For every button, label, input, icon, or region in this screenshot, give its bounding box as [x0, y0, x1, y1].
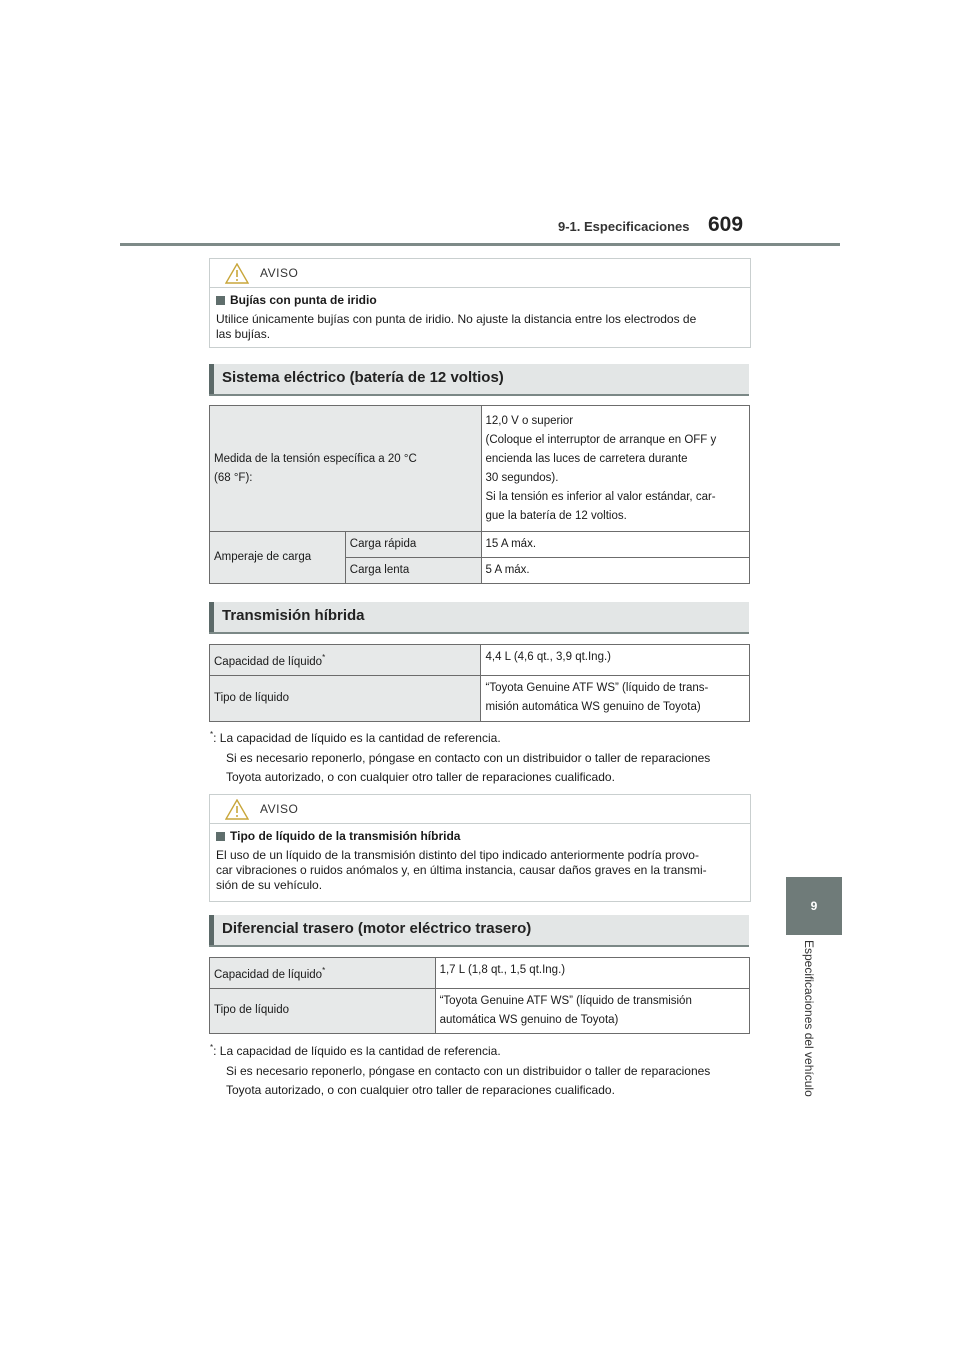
warning-header [210, 795, 750, 824]
table-cell-value: 15 A máx. [481, 532, 749, 558]
warning-body [210, 824, 750, 899]
table-cell-label: Capacidad de líquido* [210, 958, 436, 989]
table-row [210, 532, 750, 558]
warning-label: AVISO [260, 802, 299, 816]
warning-subtitle: Bujías con punta de iridio [216, 293, 744, 308]
table-row [210, 406, 750, 532]
footnote-line: *: La capacidad de líquido es la cantidad de referencia. [210, 730, 501, 745]
section-title-text: Diferencial trasero (motor eléctrico trasero) [222, 920, 532, 937]
table-cell-label: Tipo de líquido [210, 988, 436, 1033]
table-cell-sublabel: Carga rápida [345, 532, 481, 558]
footnote [210, 1038, 755, 1101]
square-bullet-icon [216, 296, 225, 305]
footnote-line: *: La capacidad de líquido es la cantidad de referencia. [210, 1043, 501, 1058]
page-number: 609 [708, 213, 744, 236]
table-cell-value: 12,0 V o superior (Coloque el interruptor de arranque en OFF y encienda las luces de carretera durante 30 segundos). Si la tensión es inferior al valor estándar, car- gue la batería de 12 voltios. [481, 406, 749, 532]
table-cell-label: Capacidad de líquido* [210, 645, 481, 676]
table-cell-label: Tipo de líquido [210, 675, 481, 721]
warning-triangle-icon [225, 799, 249, 820]
warning-text-line: car vibraciones o ruidos anómalos y, en última instancia, causar daños graves en la transmi- [216, 863, 707, 877]
table-row [210, 645, 750, 676]
table-cell-value: 1,7 L (1,8 qt., 1,5 qt.Ing.) [435, 958, 749, 989]
rear-differential-spec-table [209, 957, 750, 1034]
warning-header [210, 259, 750, 288]
chapter-tab [786, 877, 842, 935]
section-title-text: Sistema eléctrico (batería de 12 voltios) [222, 369, 504, 386]
warning-box-spark-plugs [209, 258, 751, 348]
warning-box-transmission-fluid [209, 794, 751, 902]
table-row [210, 675, 750, 721]
warning-text-line: El uso de un líquido de la transmisión distinto del tipo indicado anteriormente podría provo- [216, 848, 699, 862]
table-row [210, 988, 750, 1033]
transmission-spec-table [209, 644, 750, 722]
table-cell-value: 4,4 L (4,6 qt., 3,9 qt.Ing.) [481, 645, 750, 676]
chapter-title: Especificaciones del vehículo [802, 940, 816, 1097]
footnote [210, 725, 755, 788]
table-row [210, 958, 750, 989]
warning-label: AVISO [260, 266, 299, 280]
electrical-spec-table [209, 405, 750, 584]
table-cell-value: “Toyota Genuine ATF WS” (líquido de trans- misión automática WS genuino de Toyota) [481, 675, 750, 721]
section-heading: 9-1. Especificaciones [558, 219, 690, 234]
warning-triangle-icon [225, 263, 249, 284]
warning-text-line: sión de su vehículo. [216, 878, 323, 892]
chapter-side-label [800, 940, 820, 1120]
footnote-line: Si es necesario reponerlo, póngase en contacto con un distribuidor o taller de reparaciones [226, 1063, 711, 1078]
table-cell-label: Medida de la tensión específica a 20 °C (68 °F): [210, 406, 482, 532]
section-title-electrical [209, 364, 749, 396]
chapter-number: 9 [810, 899, 818, 913]
footnote-line: Toyota autorizado, o con cualquier otro taller de reparaciones cualificado. [226, 1083, 615, 1097]
warning-text-line: Utilice únicamente bujías con punta de iridio. No ajuste la distancia entre los electrodos de [216, 312, 697, 326]
section-title-rear-differential [209, 915, 749, 947]
table-cell-value: “Toyota Genuine ATF WS” (líquido de transmisión automática WS genuino de Toyota) [435, 988, 749, 1033]
warning-subtitle: Tipo de líquido de la transmisión híbrida [216, 829, 744, 844]
table-cell-value: 5 A máx. [481, 558, 749, 584]
table-cell-label: Amperaje de carga [210, 532, 346, 584]
square-bullet-icon [216, 832, 225, 841]
footnote-line: Si es necesario reponerlo, póngase en contacto con un distribuidor o taller de reparaciones [226, 750, 711, 765]
warning-body [210, 288, 750, 348]
footnote-line: Toyota autorizado, o con cualquier otro taller de reparaciones cualificado. [226, 770, 615, 784]
header-divider [120, 243, 840, 246]
section-title-text: Transmisión híbrida [222, 607, 365, 624]
section-title-hybrid-transmission [209, 602, 749, 634]
warning-text-line: las bujías. [216, 327, 271, 341]
table-cell-sublabel: Carga lenta [345, 558, 481, 584]
